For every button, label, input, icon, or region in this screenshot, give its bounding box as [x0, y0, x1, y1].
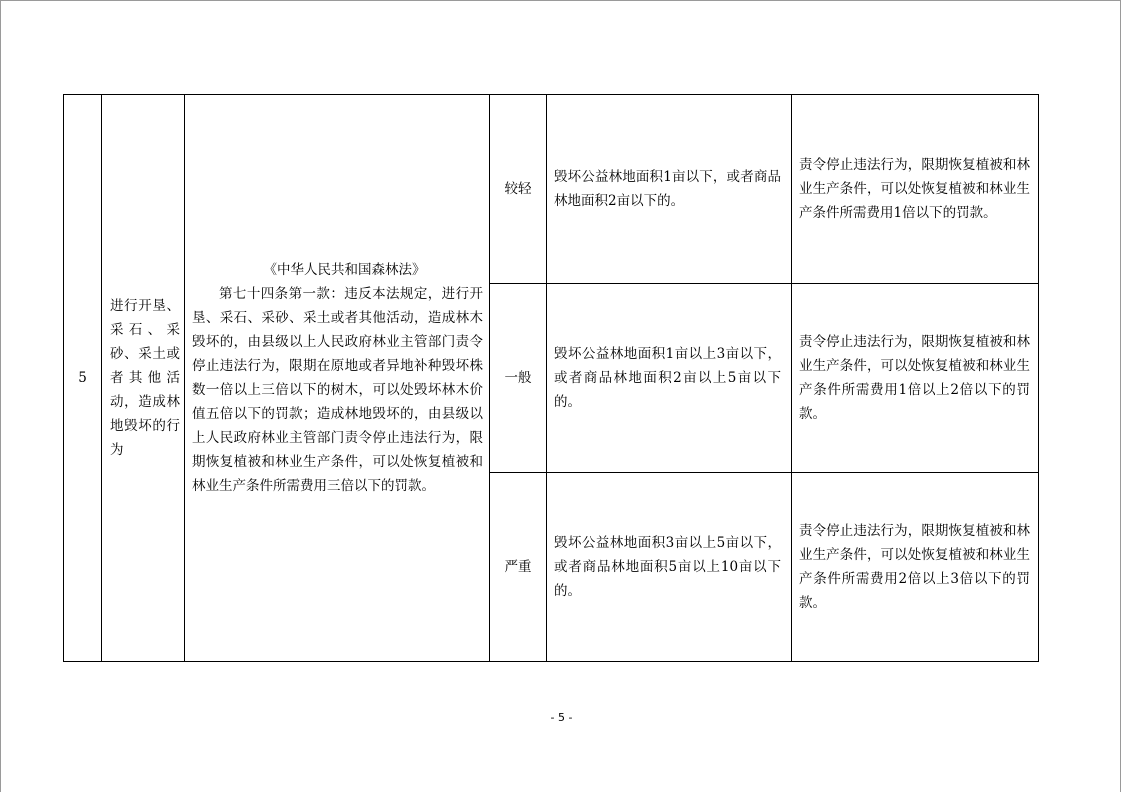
severity-level: 较轻	[504, 181, 532, 197]
law-article-text: 第七十四条第一款：违反本法规定，进行开垦、采石、采砂、采土或者其他活动，造成林木毁坏的，由县级以上人民政府林业主管部门责令停止违法行为，限期在原地或者异地补种毁坏株数一倍以上三倍以下的树木，可以处毁坏林木价值五倍以下的罚款；造成林地毁坏的，由县级以上人民政府林业主管部门责令停止违法行为，限期恢复植被和林业生产条件，可以处恢复植被和林业生产条件所需费用三倍以下的罚款。	[192, 286, 483, 494]
table-row	[64, 95, 1039, 284]
law-title: 《中华人民共和国森林法》	[263, 262, 426, 278]
row-number: 5	[78, 370, 87, 386]
condition-text: 毁坏公益林地面积1亩以下，或者商品林地面积2亩以下的。	[554, 169, 781, 209]
condition-text: 毁坏公益林地面积3亩以上5亩以下，或者商品林地面积5亩以上10亩以下的。	[554, 535, 781, 599]
severity-level-cell	[490, 95, 547, 284]
severity-level: 一般	[504, 370, 532, 386]
legal-basis-cell	[185, 95, 490, 662]
penalty-cell	[792, 284, 1039, 473]
severity-level-cell	[490, 473, 547, 662]
penalty-cell	[792, 95, 1039, 284]
condition-cell	[547, 473, 792, 662]
penalty-standards-table	[63, 94, 1039, 662]
page-number: - 5 -	[550, 711, 573, 724]
violation-act-cell	[102, 95, 185, 662]
condition-cell	[547, 284, 792, 473]
penalty-text: 责令停止违法行为，限期恢复植被和林业生产条件，可以处恢复植被和林业生产条件所需费用2倍以上3倍以下的罚款。	[799, 523, 1030, 611]
penalty-text: 责令停止违法行为，限期恢复植被和林业生产条件，可以处恢复植被和林业生产条件所需费用1倍以上2倍以下的罚款。	[799, 334, 1030, 422]
condition-cell	[547, 95, 792, 284]
row-number-cell	[64, 95, 102, 662]
severity-level: 严重	[504, 559, 532, 575]
severity-level-cell	[490, 284, 547, 473]
penalty-text: 责令停止违法行为，限期恢复植被和林业生产条件，可以处恢复植被和林业生产条件所需费用1倍以下的罚款。	[799, 157, 1030, 221]
violation-act-text: 进行开垦、采石、采砂、采土或者其他活动，造成林地毁坏的行为	[110, 298, 180, 458]
penalty-cell	[792, 473, 1039, 662]
condition-text: 毁坏公益林地面积1亩以上3亩以下，或者商品林地面积2亩以上5亩以下的。	[554, 346, 781, 410]
